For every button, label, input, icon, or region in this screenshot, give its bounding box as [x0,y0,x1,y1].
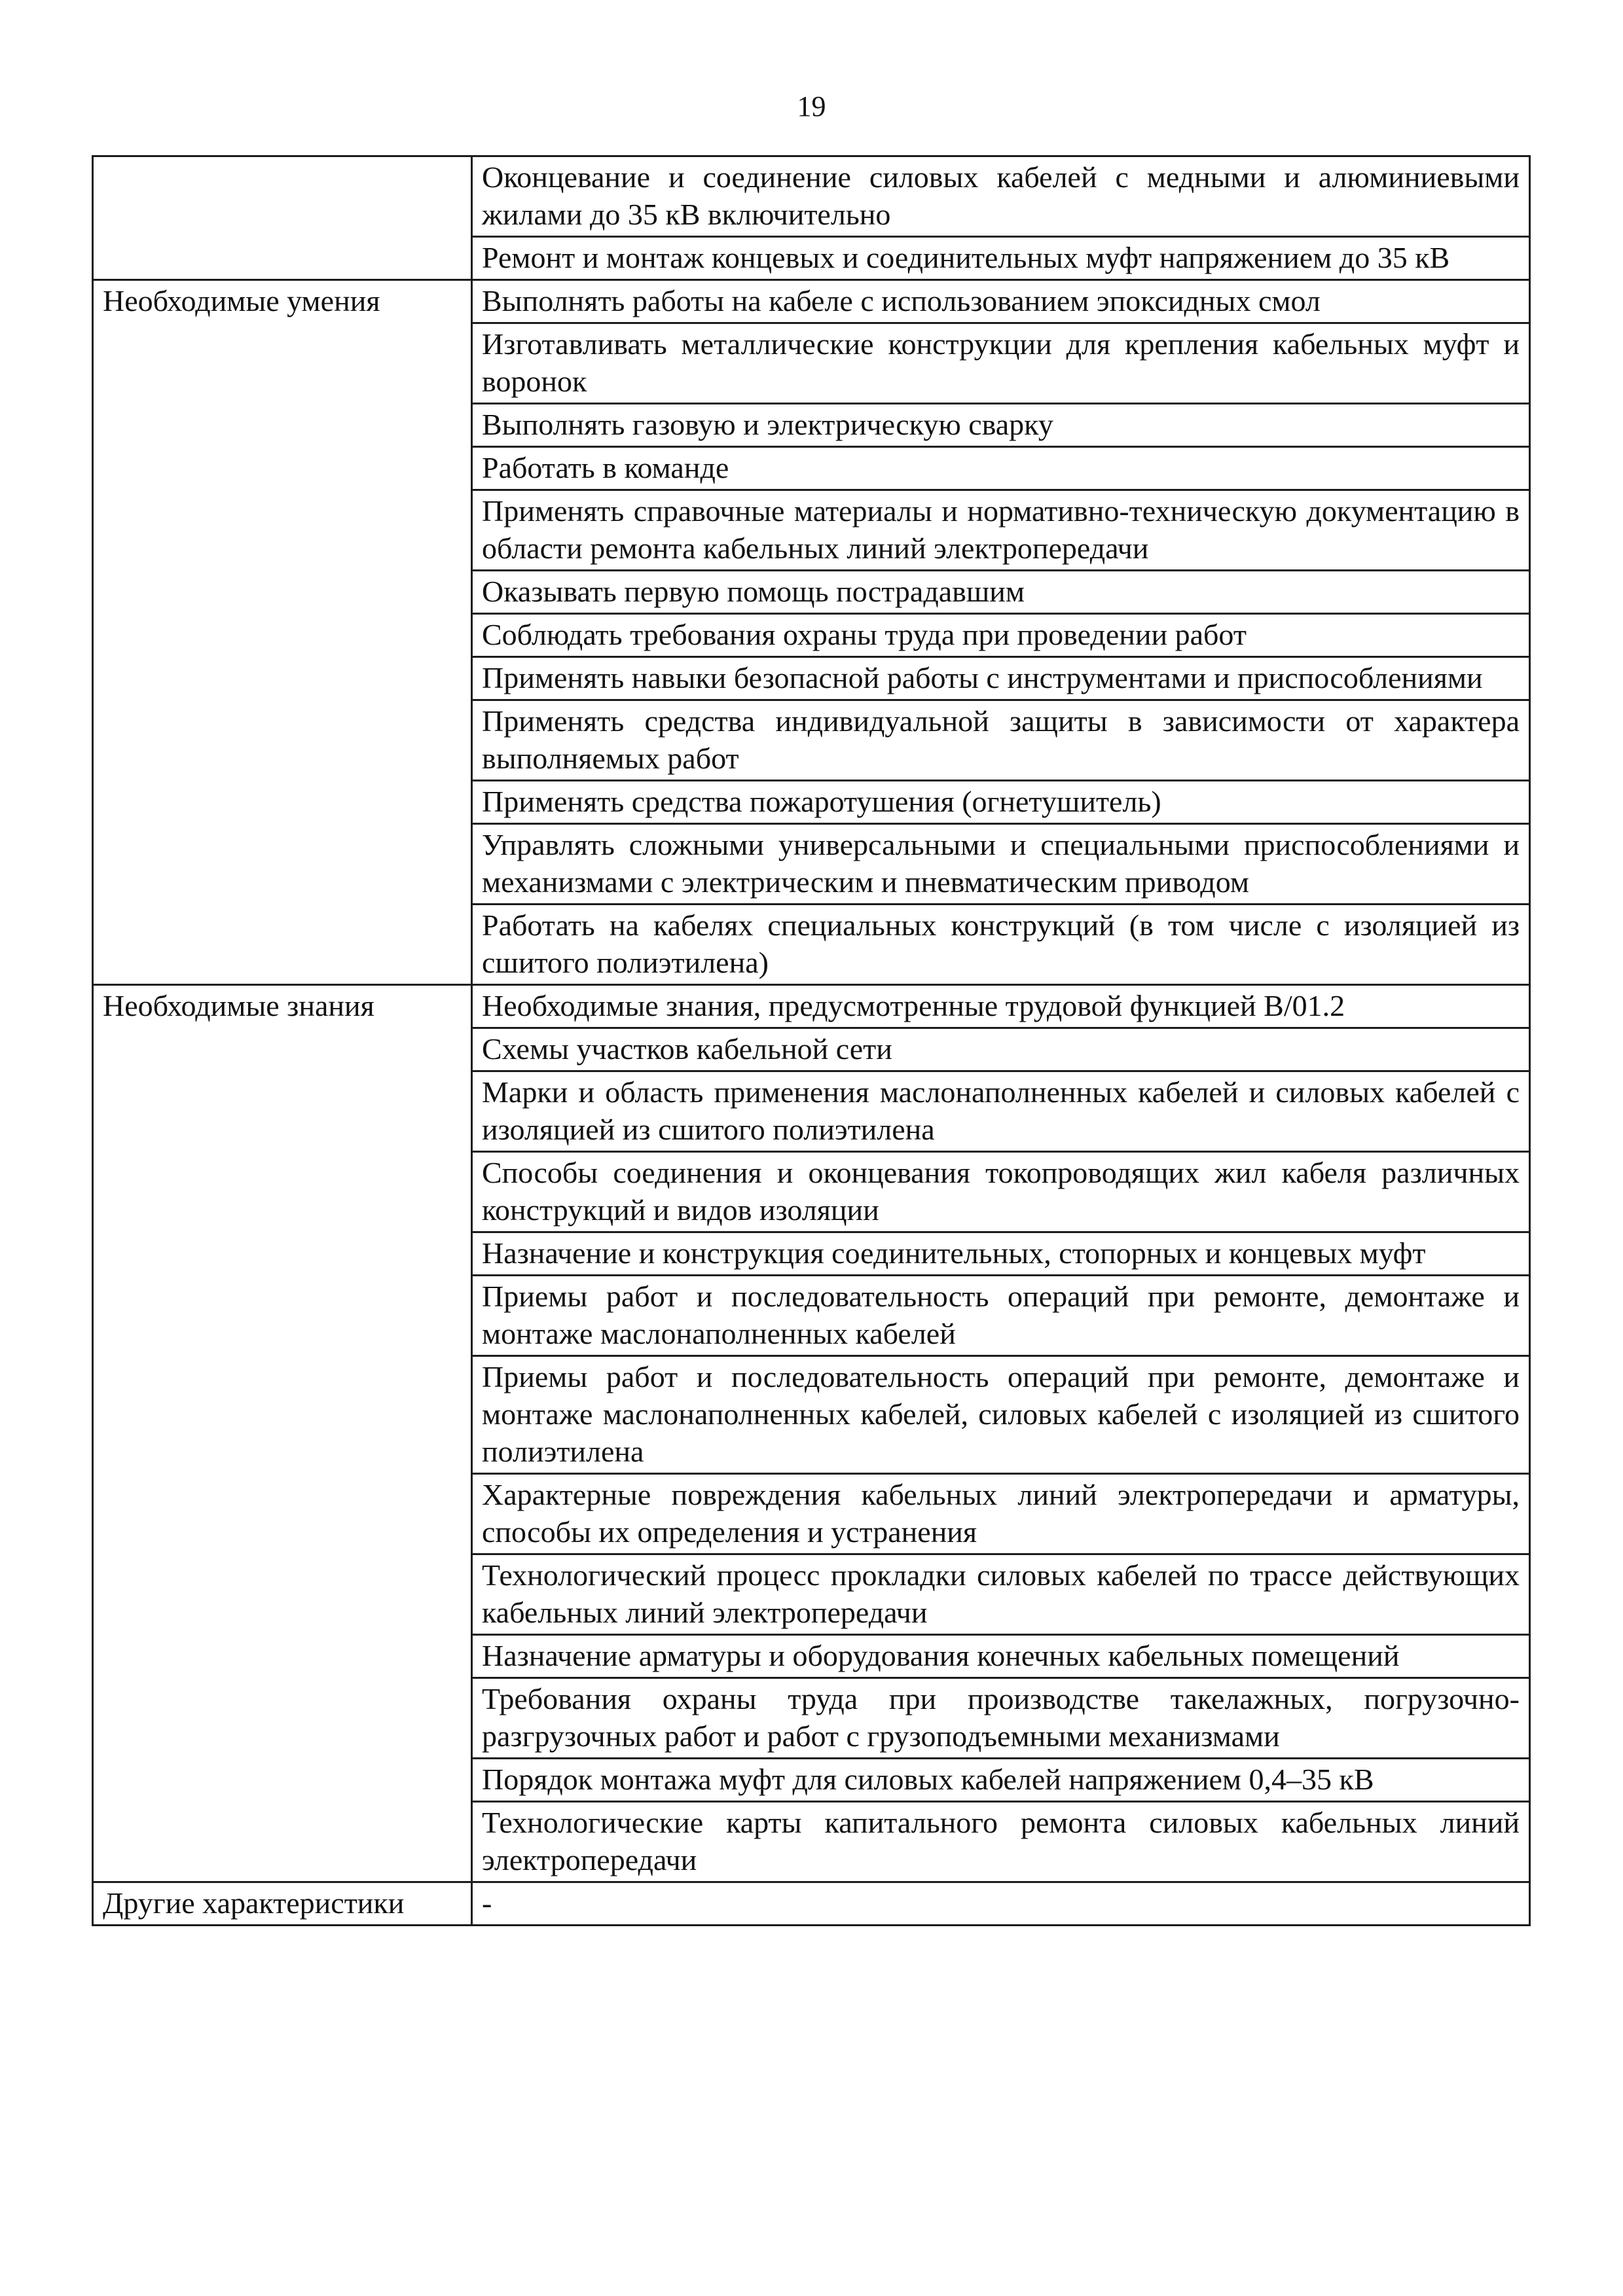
requirement-item: Работать в команде [472,447,1530,490]
section-label: Необходимые умения [93,280,472,985]
requirements-table [92,155,1531,1926]
table-row [93,280,1530,323]
table-row [93,1882,1530,1926]
requirement-item: Применять справочные материалы и нормативно-техническую документацию в области ремонта кабельных линий электропередачи [472,490,1530,571]
requirement-item: Приемы работ и последовательность операций при ремонте, демонтаже и монтаже маслонаполненных кабелей, силовых кабелей с изоляцией из сшитого полиэтилена [472,1356,1530,1474]
requirement-item: Применять навыки безопасной работы с инструментами и приспособлениями [472,657,1530,700]
requirement-item: Соблюдать требования охраны труда при проведении работ [472,614,1530,657]
requirement-item: Назначение арматуры и оборудования конечных кабельных помещений [472,1635,1530,1678]
page-number: 19 [797,90,826,122]
requirement-item: Приемы работ и последовательность операций при ремонте, демонтаже и монтаже маслонаполненных кабелей [472,1276,1530,1356]
section-label: Необходимые знания [93,985,472,1882]
requirement-item: Требования охраны труда при производстве такелажных, погрузочно-разгрузочных работ и работ с грузоподъемными механизмами [472,1678,1530,1759]
requirement-item: Применять средства пожаротушения (огнетушитель) [472,781,1530,824]
requirements-table-body [93,156,1530,1926]
requirement-item: Применять средства индивидуальной защиты в зависимости от характера выполняемых работ [472,700,1530,781]
requirement-item: Выполнять работы на кабеле с использованием эпоксидных смол [472,280,1530,323]
requirement-item: Оказывать первую помощь пострадавшим [472,571,1530,614]
requirement-item: Схемы участков кабельной сети [472,1028,1530,1071]
requirement-item: Назначение и конструкция соединительных, стопорных и концевых муфт [472,1232,1530,1276]
table-row [93,156,1530,237]
requirement-item: - [472,1882,1530,1926]
requirement-item: Управлять сложными универсальными и специальными приспособлениями и механизмами с электрическим и пневматическим приводом [472,824,1530,905]
requirement-item: Порядок монтажа муфт для силовых кабелей напряжением 0,4–35 кВ [472,1759,1530,1802]
requirement-item: Характерные повреждения кабельных линий электропередачи и арматуры, способы их определения и устранения [472,1474,1530,1554]
section-label: Другие характеристики [93,1882,472,1926]
requirement-item: Выполнять газовую и электрическую сварку [472,404,1530,447]
requirement-item: Изготавливать металлические конструкции для крепления кабельных муфт и воронок [472,323,1530,404]
requirement-item: Ремонт и монтаж концевых и соединительных муфт напряжением до 35 кВ [472,237,1530,280]
requirement-item: Марки и область применения маслонаполненных кабелей и силовых кабелей с изоляцией из сшитого полиэтилена [472,1071,1530,1152]
table-row [93,985,1530,1028]
requirement-item: Способы соединения и оконцевания токопроводящих жил кабеля различных конструкций и видов изоляции [472,1152,1530,1232]
requirement-item: Технологические карты капитального ремонта силовых кабельных линий электропередачи [472,1802,1530,1882]
requirement-item: Оконцевание и соединение силовых кабелей с медными и алюминиевыми жилами до 35 кВ включительно [472,156,1530,237]
requirement-item: Работать на кабелях специальных конструкций (в том числе с изоляцией из сшитого полиэтилена) [472,905,1530,985]
requirement-item: Необходимые знания, предусмотренные трудовой функцией B/01.2 [472,985,1530,1028]
requirement-item: Технологический процесс прокладки силовых кабелей по трассе действующих кабельных линий электропередачи [472,1554,1530,1635]
section-label [93,156,472,280]
